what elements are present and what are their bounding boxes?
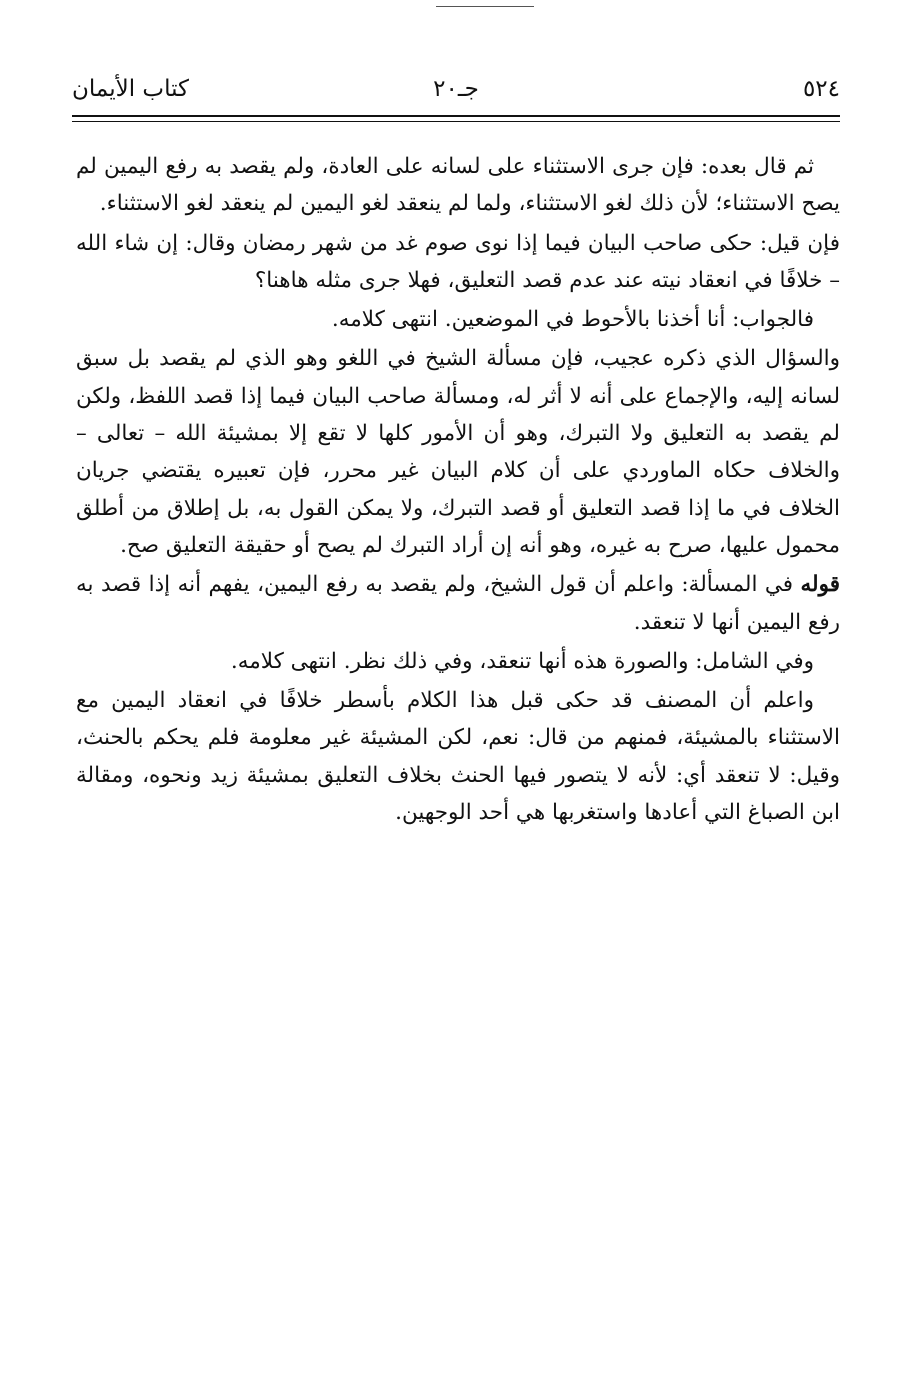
paragraph-3: فالجواب: أنا أخذنا بالأحوط في الموضعين. انتهى كلامه. — [331, 307, 814, 333]
paragraph-5-text: في المسألة: واعلم أن قول الشيخ، ولم يقصد به رفع اليمين، يفهم أنه إذا قصد به رفع اليمين أنها لا تنعقد. — [76, 572, 840, 635]
paragraph-2: فإن قيل: حكى صاحب البيان فيما إذا نوى صوم غد من شهر رمضان وقال: إن شاء الله – خلافًا في انعقاد نيته عند عدم قصد التعليق، فهلا جرى مثله هاهنا؟ — [76, 230, 840, 293]
paragraph-4: والسؤال الذي ذكره عجيب، فإن مسألة الشيخ في اللغو وهو الذي لم يقصد بل سبق لسانه إليه، والإجماع على أنه لا أثر له، ومسألة صاحب البيان فيما إذا قصد اللفظ، ولكن لم يقصد به التعليق ولا التبرك، وهو أن الأمور كلها لا تقع إلا بمشيئة الله – تعالى – والخلاف حكاه الماوردي على أن كلام البيان غير محرر، فإن تعبيره يقتضي جريان الخلاف في ما إذا قصد التعليق أو قصد التبرك، ولا يمكن القول به، بل إطلاق من أطلق محمول عليها، صرح به غيره، وهو أنه إن أراد التبرك لم يصح أو حقيقة التعليق صح. — [76, 346, 840, 558]
paragraph-5-lead: قوله — [800, 572, 840, 598]
paragraph-6: وفي الشامل: والصورة هذه أنها تنعقد، وفي ذلك نظر. انتهى كلامه. — [230, 648, 814, 674]
book-title: كتاب الأيمان — [72, 76, 189, 102]
header-rule-thick — [72, 115, 840, 117]
top-decorative-rule — [436, 6, 534, 7]
volume-number: جـ٢٠ — [433, 76, 479, 102]
page-number: ٥٢٤ — [802, 76, 840, 102]
page-header — [72, 76, 840, 112]
main-text — [76, 148, 840, 833]
paragraph-1: ثم قال بعده: فإن جرى الاستثناء على لسانه على العادة، ولم يقصد به رفع اليمين لم يصح الاستثناء؛ لأن ذلك لغو الاستثناء، ولما لم ينعقد لغو اليمين لم ينعقد لغو الاستثناء. — [76, 154, 840, 217]
header-rule-thin — [72, 121, 840, 122]
paragraph-7: واعلم أن المصنف قد حكى قبل هذا الكلام بأسطر خلافًا في انعقاد اليمين مع الاستثناء بالمشيئة، فمنهم من قال: نعم، لكن المشيئة غير معلومة فلم يحكم بالحنث، وقيل: لا تنعقد أي: لأنه لا يتصور فيها الحنث بخلاف التعليق بمشيئة زيد ونحوه، ومقالة ابن الصباغ التي أعادها واستغربها هي أحد الوجهين. — [76, 688, 840, 826]
paragraph-5 — [76, 566, 840, 641]
